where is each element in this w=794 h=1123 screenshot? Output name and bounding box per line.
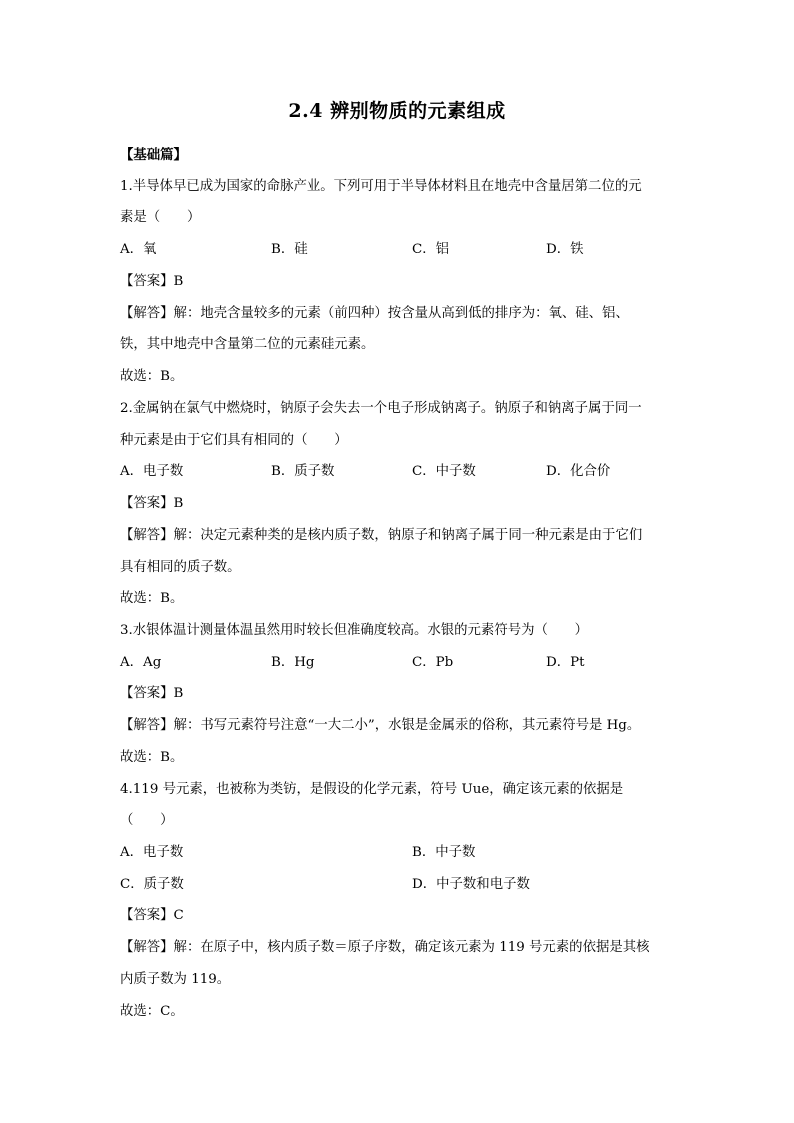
option-b: B．硅 xyxy=(271,242,308,257)
question-stem: （ ） xyxy=(120,813,174,828)
answer: 【答案】B xyxy=(120,496,184,511)
explanation: 内质子数为 119。 xyxy=(120,972,231,987)
option-d: D．化合价 xyxy=(546,464,611,479)
option-d: D．铁 xyxy=(546,242,584,257)
option-a: A．电子数 xyxy=(120,464,184,479)
option-c: C．铝 xyxy=(412,242,450,257)
option-c: C．中子数 xyxy=(412,464,476,479)
explanation: 【解答】解：地壳含量较多的元素（前四种）按含量从高到低的排序为：氧、硅、铝、 xyxy=(120,306,629,321)
option-a: A．电子数 xyxy=(120,845,184,860)
choice: 故选：C。 xyxy=(120,1004,184,1019)
option-c: C．Pb xyxy=(412,655,454,670)
answer: 【答案】B xyxy=(120,274,184,289)
question-stem: 1.半导体早已成为国家的命脉产业。下列可用于半导体材料且在地壳中含量居第二位的元 xyxy=(120,179,642,194)
explanation: 【解答】解：在原子中，核内质子数＝原子序数，确定该元素为 119 号元素的依据是其核 xyxy=(120,940,650,955)
choice: 故选：B。 xyxy=(120,369,184,384)
option-a: A．氧 xyxy=(120,242,157,257)
option-d: D．Pt xyxy=(546,655,585,670)
question-stem: 种元素是由于它们具有相同的（ ） xyxy=(120,433,348,448)
answer: 【答案】B xyxy=(120,686,184,701)
option-d: D．中子数和电子数 xyxy=(412,877,530,892)
option-b: B．Hg xyxy=(271,655,315,670)
question-stem: 4.119 号元素，也被称为类钫，是假设的化学元素，符号 Uue，确定该元素的依据是 xyxy=(120,782,624,797)
option-b: B．中子数 xyxy=(412,845,476,860)
explanation: 具有相同的质子数。 xyxy=(120,560,241,575)
question-stem: 3.水银体温计测量体温虽然用时较长但准确度较高。水银的元素符号为（ ） xyxy=(120,623,589,638)
section-heading: 【基础篇】 xyxy=(120,147,187,163)
answer: 【答案】C xyxy=(120,908,184,923)
question-stem: 2.金属钠在氯气中燃烧时，钠原子会失去一个电子形成钠离子。钠原子和钠离子属于同一 xyxy=(120,401,642,416)
explanation: 铁，其中地壳中含量第二位的元素硅元素。 xyxy=(120,337,375,352)
explanation: 【解答】解：书写元素符号注意“一大二小”，水银是金属汞的俗称，其元素符号是 Hg。 xyxy=(120,718,641,733)
choice: 故选：B。 xyxy=(120,591,184,606)
option-b: B．质子数 xyxy=(271,464,335,479)
page-title: 2.4 辨别物质的元素组成 xyxy=(288,100,506,122)
explanation: 【解答】解：决定元素种类的是核内质子数，钠原子和钠离子属于同一种元素是由于它们 xyxy=(120,528,643,543)
question-stem: 素是（ ） xyxy=(120,210,201,225)
choice: 故选：B。 xyxy=(120,750,184,765)
option-c: C．质子数 xyxy=(120,877,184,892)
option-a: A．Ag xyxy=(120,655,162,670)
